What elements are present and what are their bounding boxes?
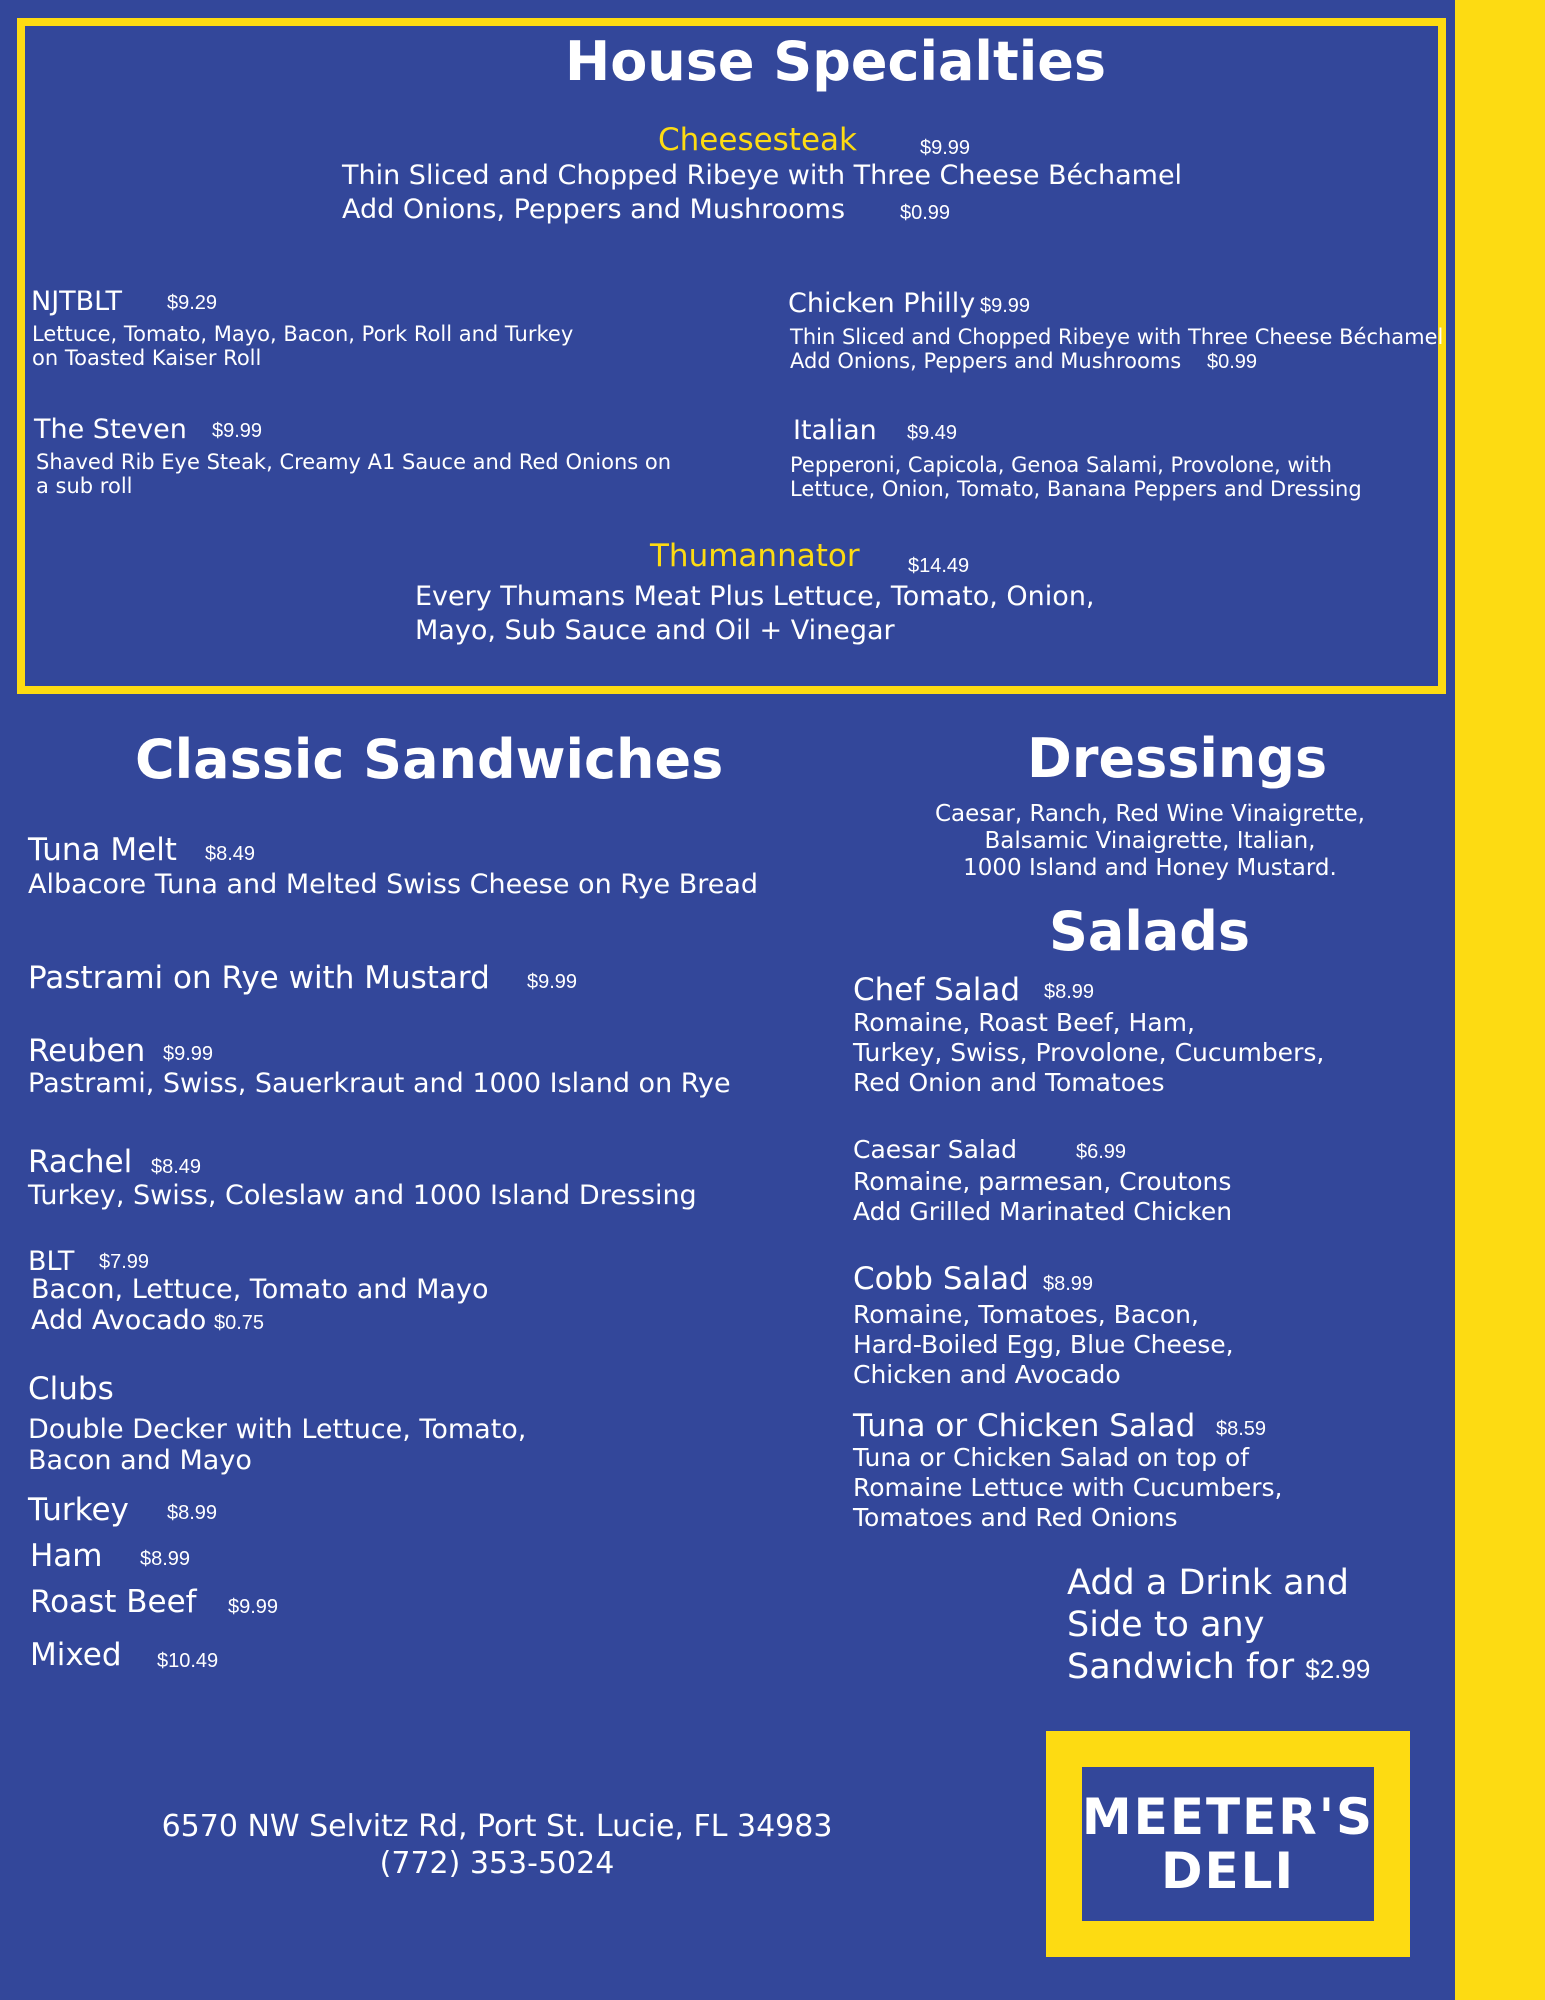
club-mixed-name: Mixed [30,1637,122,1673]
rachel-desc: Turkey, Swiss, Coleslaw and 1000 Island Dressing [28,1180,697,1211]
caesar-salad-price: $6.99 [1076,1141,1127,1163]
drink-side-promo [1067,1562,1370,1690]
rachel-name: Rachel [28,1144,133,1180]
tuna-chicken-salad-line-2: Romaine Lettuce with Cucumbers, [853,1473,1283,1502]
cobb-salad-line-3: Chicken and Avocado [853,1360,1121,1389]
dressings-title: Dressings [1027,727,1328,790]
steven-desc-1: Shaved Rib Eye Steak, Creamy A1 Sauce and Red Onions on [36,450,672,474]
njtblt-desc-2: on Toasted Kaiser Roll [32,346,262,370]
thumannator-name: Thumannator [650,538,860,574]
club-roast-beef-price: $9.99 [228,1596,279,1618]
promo-line-1: Add a Drink and [1067,1563,1349,1603]
promo-line-3: Sandwich for [1067,1647,1295,1687]
pastrami-price: $9.99 [527,971,578,993]
cobb-salad-price: $8.99 [1043,1273,1094,1295]
italian-desc-1: Pepperoni, Capicola, Genoa Salami, Provolone, with [790,453,1332,477]
blt-name: BLT [28,1246,75,1277]
chef-salad-price: $8.99 [1044,981,1095,1003]
chicken-philly-price: $9.99 [980,295,1031,317]
italian-name: Italian [793,415,877,446]
clubs-title: Clubs [28,1371,114,1407]
promo-line-2: Side to any [1067,1605,1265,1645]
clubs-desc-1: Double Decker with Lettuce, Tomato, [28,1414,527,1445]
club-roast-beef-name: Roast Beef [30,1584,197,1620]
tuna-melt-price: $8.49 [205,843,256,865]
italian-desc-2: Lettuce, Onion, Tomato, Banana Peppers and Dressing [790,477,1362,501]
chef-salad-name: Chef Salad [853,972,1021,1008]
tuna-chicken-salad-line-1: Tuna or Chicken Salad on top of [853,1443,1250,1472]
tuna-chicken-salad-line-3: Tomatoes and Red Onions [853,1503,1178,1532]
dressings-list [900,801,1400,882]
cheesesteak-price: $9.99 [920,137,971,159]
logo-line-1: MEETER'S [1081,1788,1375,1846]
cobb-salad-line-2: Hard-Boiled Egg, Blue Cheese, [853,1330,1234,1359]
footer-phone: (772) 353-5024 [379,1846,615,1881]
reuben-name: Reuben [28,1033,146,1069]
promo-line-3-row [1067,1646,1370,1690]
club-mixed-price: $10.49 [157,1650,219,1672]
clubs-desc-2: Bacon and Mayo [28,1445,252,1476]
yellow-side-stripe [1455,0,1545,2000]
chef-salad-line-1: Romaine, Roast Beef, Ham, [853,1008,1195,1037]
chicken-philly-desc-1: Thin Sliced and Chopped Ribeye with Three Cheese Béchamel [790,325,1444,349]
italian-price: $9.49 [907,422,958,444]
njtblt-desc-1: Lettuce, Tomato, Mayo, Bacon, Pork Roll and Turkey [32,322,574,346]
blt-addon: Add Avocado [31,1305,207,1336]
club-ham-price: $8.99 [140,1548,191,1570]
blt-price: $7.99 [99,1251,150,1273]
thumannator-price: $14.49 [908,555,970,577]
caesar-salad-name: Caesar Salad [853,1135,1018,1164]
dressings-line-3: 1000 Island and Honey Mustard. [963,855,1337,881]
salads-title: Salads [1049,900,1251,963]
cheesesteak-desc-2: Add Onions, Peppers and Mushrooms [342,194,846,225]
footer-contact [112,1808,882,1882]
njtblt-name: NJTBLT [31,286,122,317]
house-specialties-title: House Specialties [565,30,1107,93]
steven-desc-2: a sub roll [36,474,133,498]
tuna-chicken-salad-name: Tuna or Chicken Salad [853,1408,1196,1444]
thumannator-desc-1: Every Thumans Meat Plus Lettuce, Tomato, Onion, [415,581,1095,612]
steven-name: The Steven [34,414,187,445]
caesar-salad-line-1: Romaine, parmesan, Croutons [853,1167,1232,1196]
cheesesteak-name: Cheesesteak [658,122,857,158]
tuna-melt-desc: Albacore Tuna and Melted Swiss Cheese on Rye Bread [28,869,759,900]
chicken-philly-name: Chicken Philly [788,288,976,319]
reuben-desc: Pastrami, Swiss, Sauerkraut and 1000 Island on Rye [28,1068,731,1099]
club-turkey-name: Turkey [28,1492,129,1528]
meeters-deli-logo [1046,1731,1410,1957]
steven-price: $9.99 [212,420,263,442]
njtblt-price: $9.29 [167,292,218,314]
cheesesteak-addon-price: $0.99 [900,202,951,224]
logo-inner-panel [1082,1767,1374,1921]
blt-addon-price: $0.75 [214,1312,265,1334]
logo-line-2: DELI [1160,1842,1296,1900]
rachel-price: $8.49 [151,1156,202,1178]
reuben-price: $9.99 [163,1043,214,1065]
club-ham-name: Ham [30,1538,103,1574]
pastrami-name: Pastrami on Rye with Mustard [28,960,490,996]
chicken-philly-addon-price: $0.99 [1207,351,1258,373]
caesar-salad-line-2: Add Grilled Marinated Chicken [853,1197,1233,1226]
club-turkey-price: $8.99 [167,1502,218,1524]
cobb-salad-name: Cobb Salad [853,1261,1029,1297]
tuna-chicken-salad-price: $8.59 [1216,1418,1267,1440]
chef-salad-line-2: Turkey, Swiss, Provolone, Cucumbers, [853,1038,1325,1067]
blt-desc: Bacon, Lettuce, Tomato and Mayo [31,1274,489,1305]
chicken-philly-desc-2: Add Onions, Peppers and Mushrooms [790,349,1182,373]
tuna-melt-name: Tuna Melt [28,832,177,868]
classic-sandwiches-title: Classic Sandwiches [135,728,724,791]
promo-price: $2.99 [1305,1654,1371,1684]
cheesesteak-desc-1: Thin Sliced and Chopped Ribeye with Three Cheese Béchamel [342,160,1183,191]
footer-address: 6570 NW Selvitz Rd, Port St. Lucie, FL 34983 [161,1809,833,1844]
cobb-salad-line-1: Romaine, Tomatoes, Bacon, [853,1300,1199,1329]
dressings-line-2: Balsamic Vinaigrette, Italian, [984,828,1316,854]
chef-salad-line-3: Red Onion and Tomatoes [853,1068,1165,1097]
thumannator-desc-2: Mayo, Sub Sauce and Oil + Vinegar [415,615,895,646]
dressings-line-1: Caesar, Ranch, Red Wine Vinaigrette, [934,801,1365,827]
